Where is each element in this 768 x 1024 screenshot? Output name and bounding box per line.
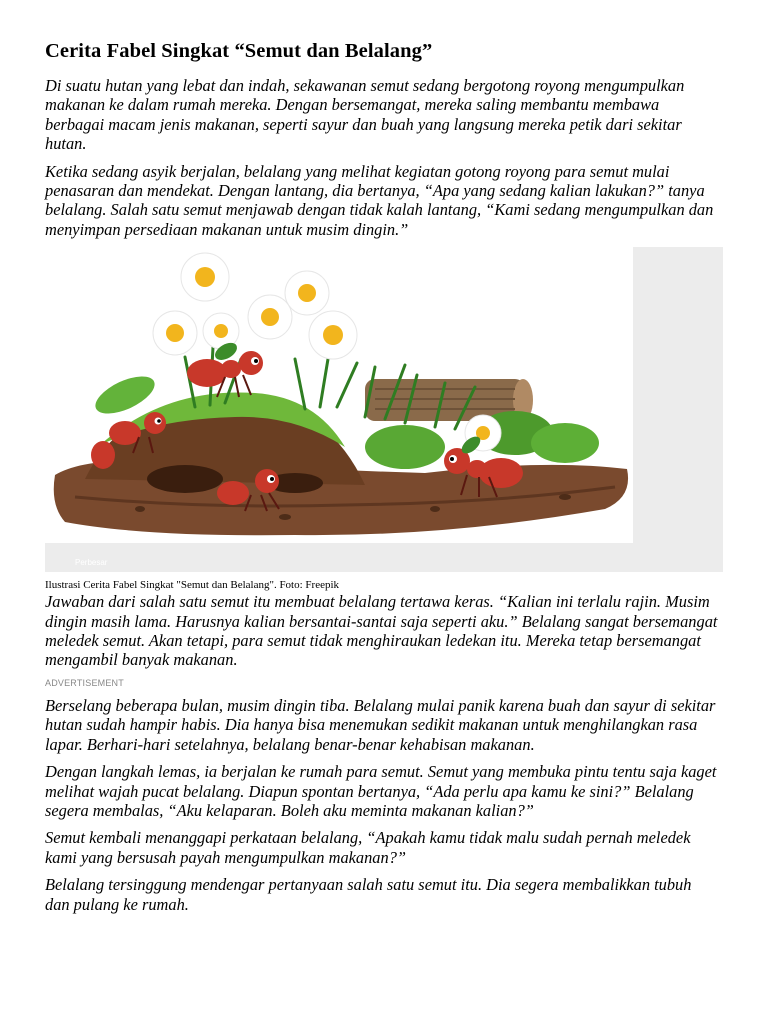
- ant-colony-illustration: [45, 247, 633, 543]
- story-paragraph: Ketika sedang asyik berjalan, belalang yang melihat kegiatan gotong royong para semut mulai penasaran dan mendekat. Dengan lantang, dia bertanya, “Apa yang sedang kalian lakukan?” tanya belalang. Salah satu semut menjawab dengan tidak kalah lantang, “Kami sedang mengumpulkan dan menyimpan persediaan makanan untuk musim dingin.”: [45, 161, 714, 239]
- figure-toolbar: [45, 543, 723, 572]
- illustration-figure[interactable]: [45, 247, 723, 572]
- story-paragraph: Semut kembali menanggapi perkataan belalang, “Apakah kamu tidak malu sudah pernah meledek kami yang bersusah payah mengumpulkan makanan?”: [45, 828, 691, 867]
- figure-background: [633, 247, 723, 572]
- advertisement-label: ADVERTISEMENT: [45, 677, 124, 688]
- story-paragraph: Jawaban dari salah satu semut itu membuat belalang tertawa keras. “Kalian ini terlalu rajin. Musim dingin masih lama. Harusnya kalian bersantai-santai saja seperti aku.” Belalang sangat bersemangat meledek semut. Akan tetapi, para semut tidak menghiraukan ledekan itu. Mereka tetap bersemangat mengambil banyak makanan.: [45, 592, 718, 670]
- story-paragraph: Belalang tersinggung mendengar pertanyaan salah satu semut itu. Dia segera membalikkan tubuh dan pulang ke rumah.: [45, 875, 692, 914]
- figure-caption: Ilustrasi Cerita Fabel Singkat "Semut dan Belalang". Foto: Freepik: [45, 579, 340, 592]
- story-paragraph: Di suatu hutan yang lebat dan indah, sekawanan semut sedang bergotong royong mengumpulkan makanan ke dalam rumah mereka. Dengan bersemangat, mereka saling membantu membawa berbagai macam jenis makanan, seperti sayur dan buah yang langsung mereka petik dari sekitar hutan.: [45, 76, 685, 154]
- zoom-label[interactable]: Perbesar: [75, 558, 108, 568]
- article: [45, 38, 725, 922]
- story-paragraph: Dengan langkah lemas, ia berjalan ke rumah para semut. Semut yang membuka pintu tentu saja kaget melihat wajah pucat belalang. Diapun spontan bertanya, “Ada perlu apa kamu ke sini?” Belalang segera membalas, “Aku kelaparan. Boleh aku meminta makanan kalian?”: [45, 762, 717, 820]
- article-title: Cerita Fabel Singkat “Semut dan Belalang”: [45, 40, 433, 62]
- story-paragraph: Berselang beberapa bulan, musim dingin tiba. Belalang mulai panik karena buah dan sayur di sekitar hutan sudah hampir habis. Dia hanya bisa menemukan sedikit makanan untuk menghilangkan rasa lapar. Berhari-hari setelahnya, belalang benar-benar kehabisan makanan.: [45, 695, 716, 754]
